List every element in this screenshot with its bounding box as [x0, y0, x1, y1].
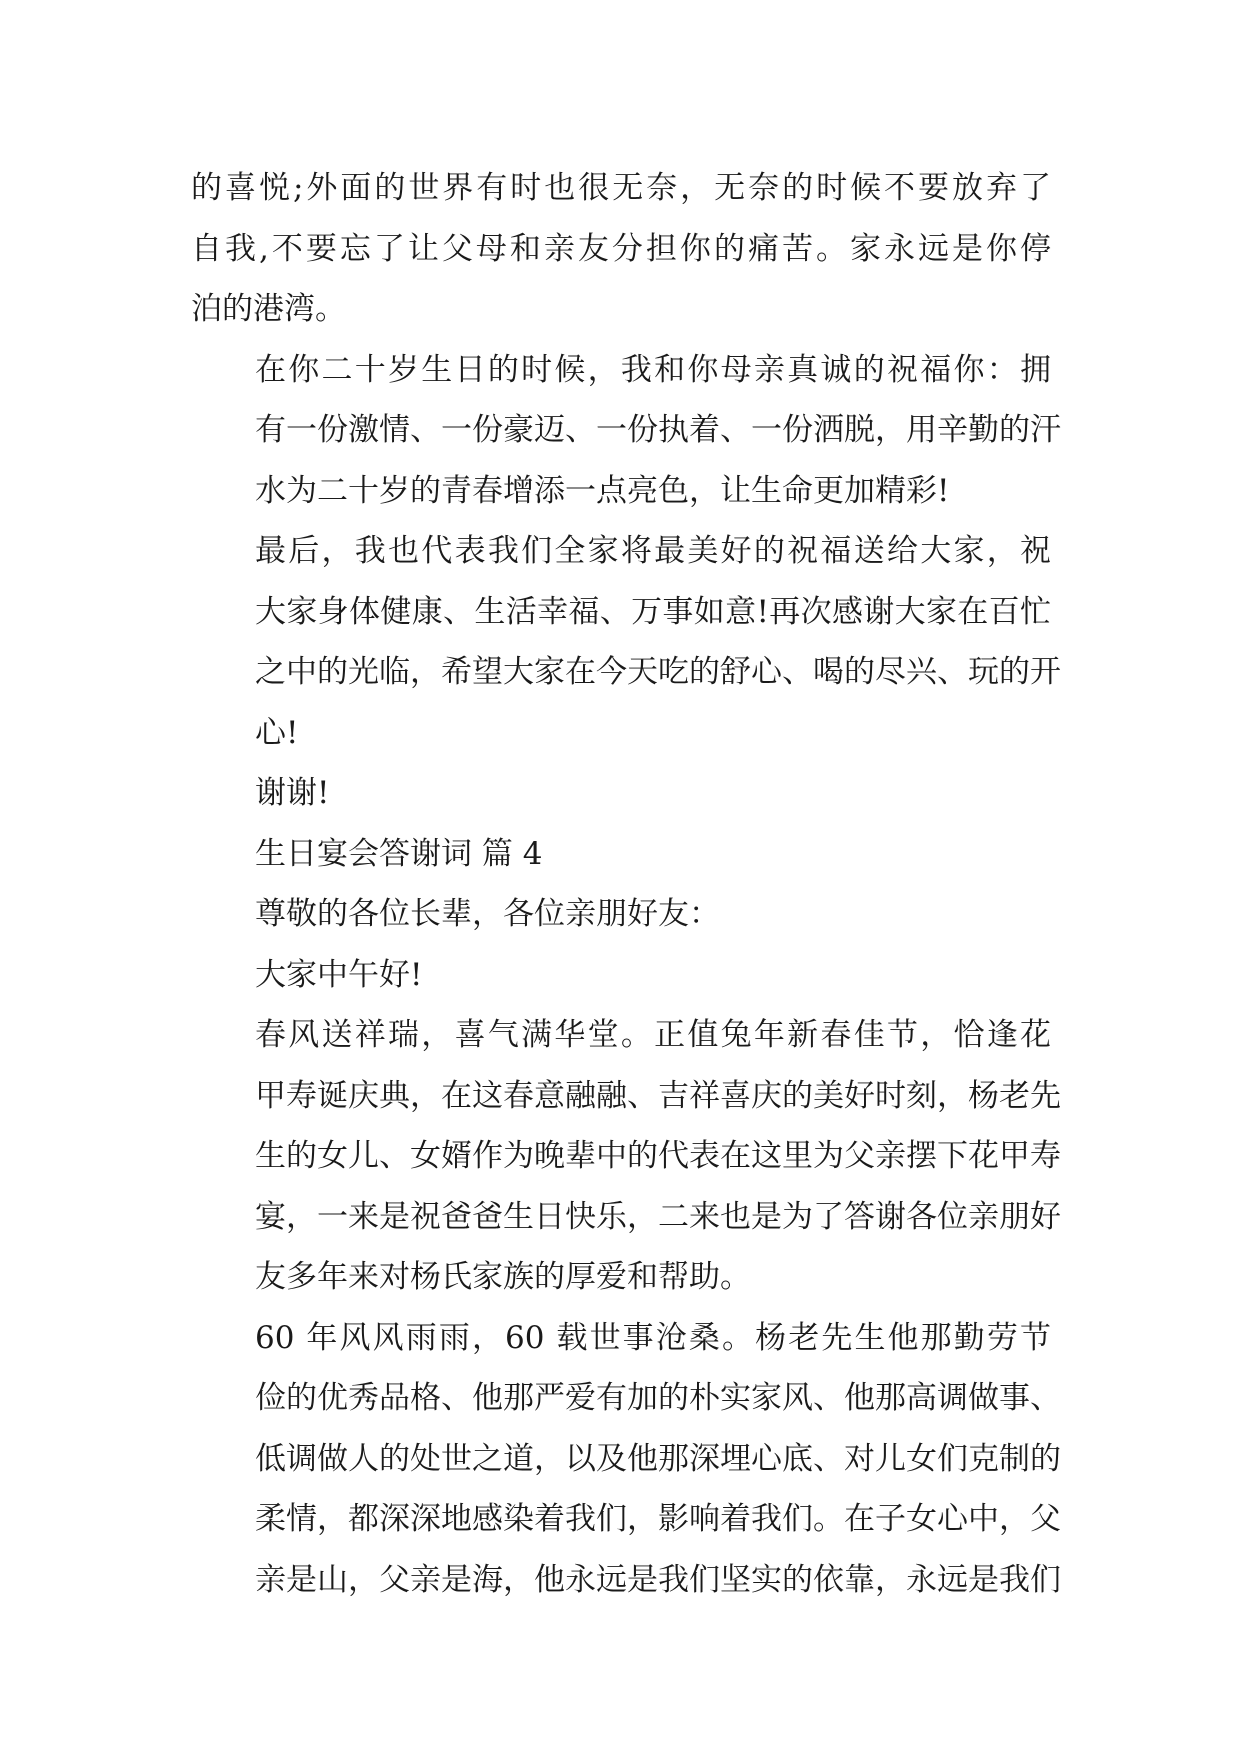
text-line: 柔情，都深深地感染着我们，影响着我们。在子女心中，父 — [255, 1501, 1061, 1537]
paragraph — [191, 763, 1051, 824]
paragraph — [191, 824, 1051, 885]
text-line: 生的女儿、女婿作为晚辈中的代表在这里为父亲摆下花甲寿 — [255, 1138, 1061, 1174]
text-line: 尊敬的各位长辈，各位亲朋好友： — [255, 896, 720, 932]
paragraph — [191, 521, 1061, 763]
text-line: 谢谢! — [255, 775, 330, 811]
text-line: 泊的港湾。 — [191, 291, 346, 327]
text-line: 之中的光临，希望大家在今天吃的舒心、喝的尽兴、玩的开 — [255, 654, 1061, 690]
paragraph — [191, 158, 1051, 340]
text-line: 心! — [255, 714, 299, 751]
text-line: 大家身体健康、生活幸福、万事如意!再次感谢大家在百忙 — [255, 593, 1051, 630]
text-line: 春风送祥瑞，喜气满华堂。正值兔年新春佳节，恰逢花 — [255, 1017, 1051, 1053]
text-line: 甲寿诞庆典，在这春意融融、吉祥喜庆的美好时刻，杨老先 — [255, 1077, 1061, 1114]
text-line: 有一份激情、一份豪迈、一份执着、一份洒脱，用辛勤的汗 — [255, 412, 1061, 448]
paragraph — [191, 884, 1051, 945]
text-line: 大家中午好! — [255, 956, 423, 993]
text-line: 的喜悦;外面的世界有时也很无奈，无奈的时候不要放弃了 — [191, 170, 1051, 206]
text-line: 60 年风风雨雨，60 载世事沧桑。杨老先生他那勤劳节 — [255, 1319, 1051, 1356]
text-line: 在你二十岁生日的时候，我和你母亲真诚的祝福你：拥 — [255, 351, 1051, 388]
paragraph — [191, 1308, 1061, 1611]
text-line: 水为二十岁的青春增添一点亮色，让生命更加精彩! — [255, 472, 950, 509]
text-line: 俭的优秀品格、他那严爱有加的朴实家风、他那高调做事、 — [255, 1380, 1061, 1416]
paragraph — [191, 1005, 1061, 1308]
text-line: 自我,不要忘了让父母和亲友分担你的痛苦。家永远是你停 — [191, 230, 1051, 267]
document-body — [191, 158, 1061, 1610]
paragraph — [191, 945, 1051, 1006]
text-line: 亲是山，父亲是海，他永远是我们坚实的依靠，永远是我们 — [255, 1561, 1061, 1598]
text-line: 生日宴会答谢词 篇 4 — [255, 835, 543, 872]
paragraph — [191, 340, 1061, 522]
text-line: 宴，一来是祝爸爸生日快乐，二来也是为了答谢各位亲朋好 — [255, 1198, 1061, 1235]
text-line: 友多年来对杨氏家族的厚爱和帮助。 — [255, 1259, 751, 1295]
text-line: 低调做人的处世之道，以及他那深埋心底、对儿女们克制的 — [255, 1440, 1061, 1477]
text-line: 最后，我也代表我们全家将最美好的祝福送给大家，祝 — [255, 533, 1051, 569]
